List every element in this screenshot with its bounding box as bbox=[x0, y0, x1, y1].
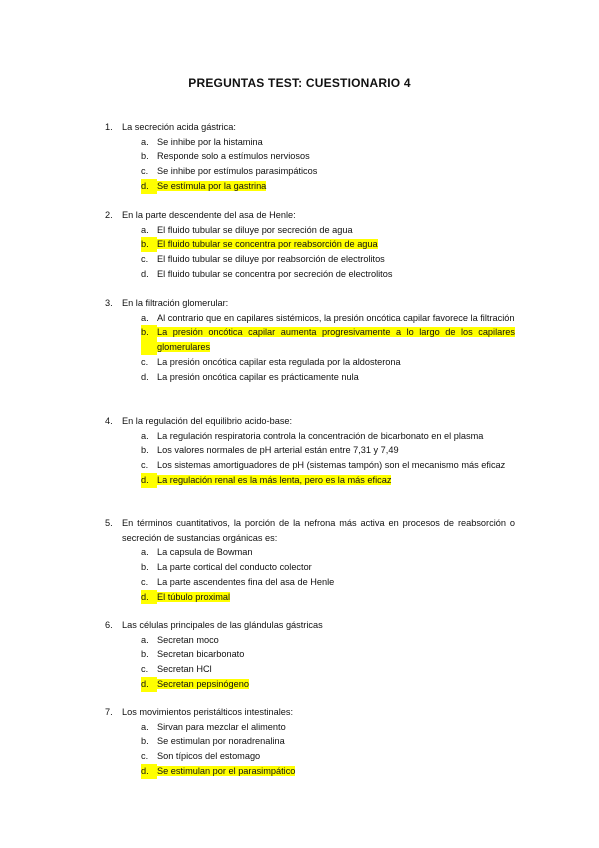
option-letter: b. bbox=[141, 736, 149, 747]
question-number: 5. bbox=[105, 518, 113, 528]
question-number: 6. bbox=[105, 620, 113, 630]
option-text-highlighted: Se estimulan por el parasimpático bbox=[157, 765, 296, 776]
option-text: Sirvan para mezclar el alimento bbox=[157, 721, 286, 732]
option-c bbox=[141, 164, 515, 179]
option-text-highlighted: La regulación renal es la más lenta, pero es la más eficaz bbox=[157, 474, 392, 485]
page-title: PREGUNTAS TEST: CUESTIONARIO 4 bbox=[188, 76, 411, 90]
option-letter: b. bbox=[141, 445, 149, 456]
option-letter: c. bbox=[141, 664, 149, 675]
question-text: En la filtración glomerular: bbox=[122, 298, 229, 308]
option-letter: a. bbox=[141, 430, 149, 441]
option-b-correct bbox=[141, 325, 515, 354]
option-letter: c. bbox=[141, 751, 149, 762]
option-text-highlighted: Se estímula por la gastrina bbox=[157, 180, 267, 191]
option-text: Responde solo a estímulos nerviosos bbox=[157, 151, 310, 162]
option-b-correct bbox=[141, 237, 515, 252]
question-number: 2. bbox=[105, 210, 113, 220]
option-letter: c. bbox=[141, 356, 149, 367]
option-letter: d. bbox=[141, 677, 157, 692]
option-text: La parte cortical del conducto colector bbox=[157, 562, 312, 573]
option-c bbox=[141, 749, 515, 764]
question-6 bbox=[105, 618, 515, 692]
option-letter: d. bbox=[141, 179, 157, 194]
option-text-highlighted: El túbulo proximal bbox=[157, 591, 231, 602]
option-text-highlighted: Secretan pepsinógeno bbox=[157, 678, 249, 689]
option-text: El fluido tubular se diluye por secreción de agua bbox=[157, 224, 353, 235]
option-c bbox=[141, 252, 515, 267]
option-letter: d. bbox=[141, 268, 149, 279]
question-2 bbox=[105, 208, 515, 282]
question-1 bbox=[105, 120, 515, 194]
option-a bbox=[141, 429, 515, 444]
option-a bbox=[141, 633, 515, 648]
option-d-correct bbox=[141, 179, 515, 194]
option-c bbox=[141, 662, 515, 677]
question-text: Las células principales de las glándulas gástricas bbox=[122, 620, 323, 630]
option-a bbox=[141, 545, 515, 560]
option-letter: a. bbox=[141, 224, 149, 235]
question-text: En términos cuantitativos, la porción de la nefrona más activa en procesos de reabsorción o secreción de sustancias orgánicas es: bbox=[122, 518, 515, 543]
question-text: La secreción acida gástrica: bbox=[122, 122, 236, 132]
option-b bbox=[141, 647, 515, 662]
option-b bbox=[141, 443, 515, 458]
option-d bbox=[141, 267, 515, 282]
option-letter: a. bbox=[141, 312, 149, 323]
option-text: Se estimulan por noradrenalina bbox=[157, 736, 285, 747]
option-d-correct bbox=[141, 677, 515, 692]
option-letter: a. bbox=[141, 136, 149, 147]
option-letter: d. bbox=[141, 590, 157, 605]
option-letter: a. bbox=[141, 634, 149, 645]
option-a bbox=[141, 720, 515, 735]
question-5 bbox=[105, 516, 515, 604]
option-letter: c. bbox=[141, 254, 149, 265]
option-text: Se inhibe por la histamina bbox=[157, 136, 263, 147]
option-b bbox=[141, 560, 515, 575]
option-text: Son típicos del estomago bbox=[157, 751, 261, 762]
option-text: La presión oncótica capilar es prácticamente nula bbox=[157, 371, 359, 382]
option-text: El fluido tubular se diluye por reabsorción de electrolitos bbox=[157, 254, 385, 265]
question-number: 3. bbox=[105, 298, 113, 308]
option-text: Los sistemas amortiguadores de pH (sistemas tampón) son el mecanismo más eficaz bbox=[157, 460, 506, 471]
option-d-correct bbox=[141, 590, 515, 605]
option-d-correct bbox=[141, 764, 515, 779]
option-c bbox=[141, 458, 515, 473]
question-number: 1. bbox=[105, 122, 113, 132]
option-b bbox=[141, 734, 515, 749]
option-letter: c. bbox=[141, 460, 149, 471]
option-letter: a. bbox=[141, 547, 149, 558]
option-letter: b. bbox=[141, 237, 157, 252]
option-text: La presión oncótica capilar esta regulada por la aldosterona bbox=[157, 356, 401, 367]
option-text: Secretan HCl bbox=[157, 664, 212, 675]
option-a bbox=[141, 311, 515, 326]
option-letter: c. bbox=[141, 576, 149, 587]
question-number: 7. bbox=[105, 707, 113, 717]
option-c bbox=[141, 355, 515, 370]
option-a bbox=[141, 135, 515, 150]
question-text: En la parte descendente del asa de Henle: bbox=[122, 210, 296, 220]
option-text: El fluido tubular se concentra por secreción de electrolitos bbox=[157, 268, 393, 279]
option-text: Al contrario que en capilares sistémicos, la presión oncótica capilar favorece la filtración bbox=[157, 312, 515, 323]
option-text: La capsula de Bowman bbox=[157, 547, 253, 558]
option-letter: d. bbox=[141, 473, 157, 488]
option-letter: b. bbox=[141, 151, 149, 162]
option-letter: b. bbox=[141, 649, 149, 660]
option-text-highlighted: El fluido tubular se concentra por reabsorción de agua bbox=[157, 239, 378, 250]
option-c bbox=[141, 575, 515, 590]
option-letter: c. bbox=[141, 166, 149, 177]
option-text: La parte ascendentes fina del asa de Henle bbox=[157, 576, 335, 587]
option-a bbox=[141, 223, 515, 238]
question-number: 4. bbox=[105, 416, 113, 426]
question-7 bbox=[105, 705, 515, 779]
option-text-highlighted: La presión oncótica capilar aumenta progresivamente a lo largo de los capilares glomerulares bbox=[157, 327, 515, 353]
question-text: Los movimientos peristálticos intestinales: bbox=[122, 707, 294, 717]
option-letter: b. bbox=[141, 325, 157, 354]
option-text: Secretan moco bbox=[157, 634, 219, 645]
question-3 bbox=[105, 296, 515, 384]
option-letter: d. bbox=[141, 764, 157, 779]
option-text: Se inhibe por estímulos parasimpáticos bbox=[157, 166, 318, 177]
question-text: En la regulación del equilibrio acido-base: bbox=[122, 416, 293, 426]
option-b bbox=[141, 149, 515, 164]
question-4 bbox=[105, 414, 515, 488]
option-d-correct bbox=[141, 473, 515, 488]
option-text: Secretan bicarbonato bbox=[157, 649, 245, 660]
option-letter: d. bbox=[141, 371, 149, 382]
option-letter: a. bbox=[141, 721, 149, 732]
option-d bbox=[141, 370, 515, 385]
option-letter: b. bbox=[141, 562, 149, 573]
option-text: La regulación respiratoria controla la concentración de bicarbonato en el plasma bbox=[157, 430, 484, 441]
option-text: Los valores normales de pH arterial están entre 7,31 y 7,49 bbox=[157, 445, 399, 456]
